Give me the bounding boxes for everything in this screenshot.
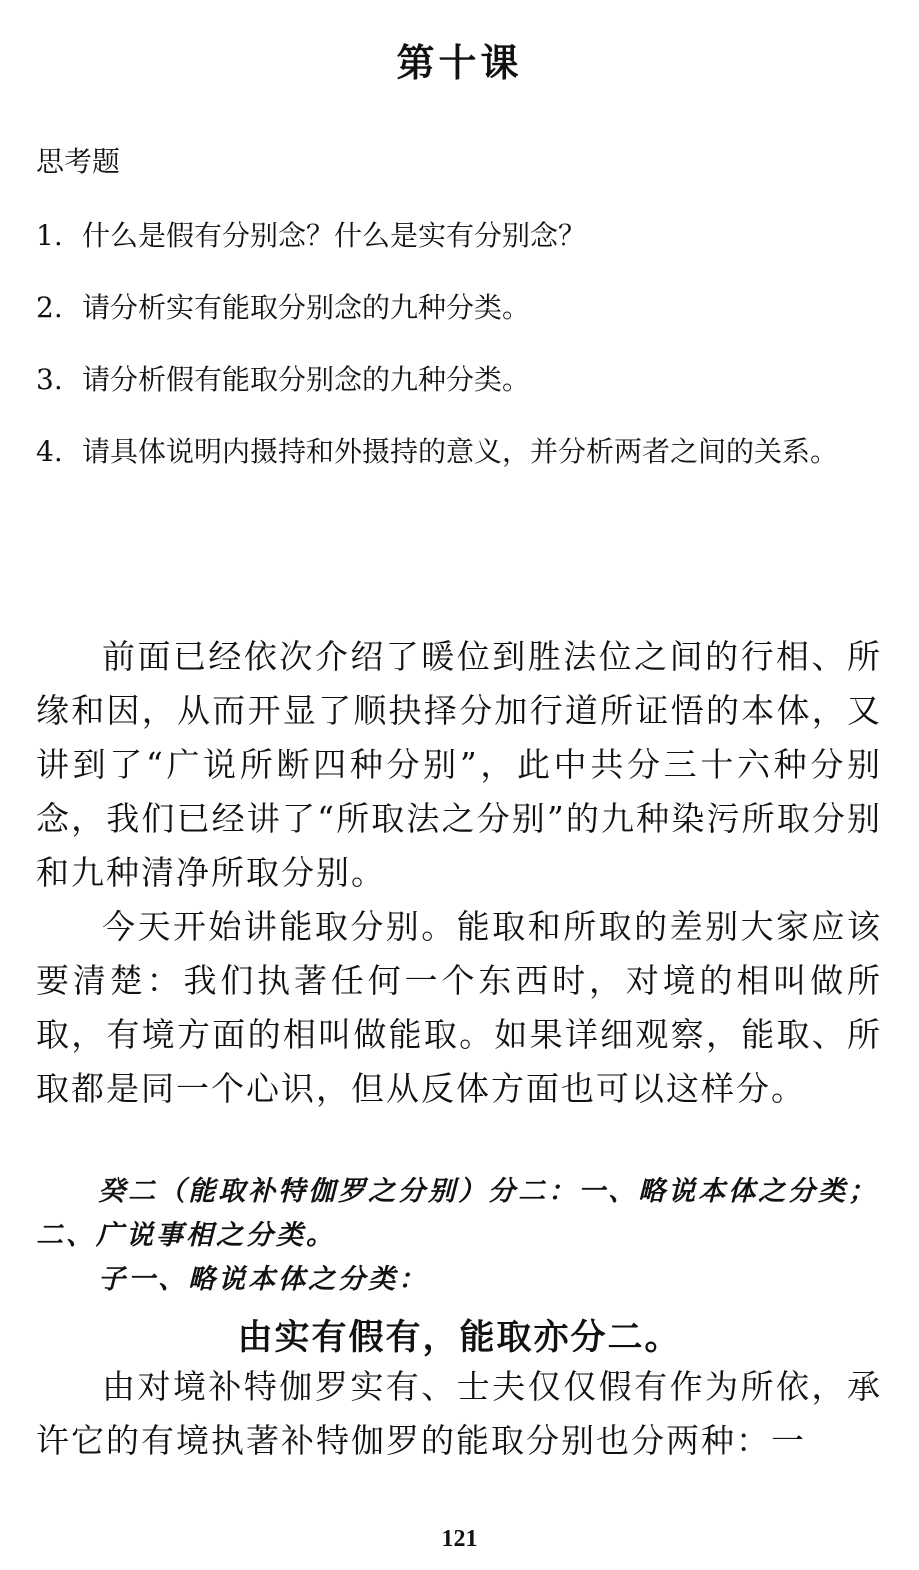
question-text: 请分析实有能取分别念的九种分类。 — [82, 291, 531, 324]
question-item — [36, 360, 886, 400]
body-text — [36, 630, 882, 1116]
lesson-title: 第十课 — [396, 41, 523, 85]
question-number: 1. — [36, 219, 63, 252]
question-item — [36, 216, 886, 256]
question-number: 4. — [36, 435, 63, 468]
question-text: 请分析假有能取分别念的九种分类。 — [82, 363, 531, 396]
question-item — [36, 288, 886, 328]
question-number: 2. — [36, 291, 63, 324]
outline-heading-2: 子一、略说本体之分类： — [98, 1264, 429, 1295]
question-item — [36, 432, 886, 472]
body-paragraph: 今天开始讲能取分别。能取和所取的差别大家应该要清楚：我们执著任何一个东西时，对境的相叫做所取，有境方面的相叫做能取。如果详细观察，能取、所取都是同一个心识，但从反体方面也可以这样分。 — [36, 907, 882, 1108]
outline-heading-1: 癸二（能取补特伽罗之分别）分二：一、略说本体之分类；二、广说事相之分类。 — [36, 1176, 879, 1251]
commentary-text — [36, 1360, 882, 1468]
question-number: 3. — [36, 363, 63, 396]
question-text: 请具体说明内摄持和外摄持的意义，并分析两者之间的关系。 — [82, 435, 839, 468]
questions-heading: 思考题 — [36, 145, 121, 178]
questions-list — [36, 216, 886, 504]
page-number: 121 — [441, 1526, 478, 1552]
question-text: 什么是假有分别念？什么是实有分别念？ — [82, 219, 587, 252]
body-paragraph: 前面已经依次介绍了暖位到胜法位之间的行相、所缘和因，从而开显了顺抉择分加行道所证悟的本体，又讲到了“广说所断四种分别”，此中共分三十六种分别念，我们已经讲了“所取法之分别”的九种染污所取分别和九种清净所取分别。 — [36, 637, 882, 892]
root-verse: 由实有假有，能取亦分二。 — [237, 1318, 682, 1358]
commentary-paragraph: 由对境补特伽罗实有、士夫仅仅假有作为所依，承许它的有境执著补特伽罗的能取分别也分两种：一 — [36, 1367, 882, 1460]
outline-headings — [36, 1170, 882, 1302]
